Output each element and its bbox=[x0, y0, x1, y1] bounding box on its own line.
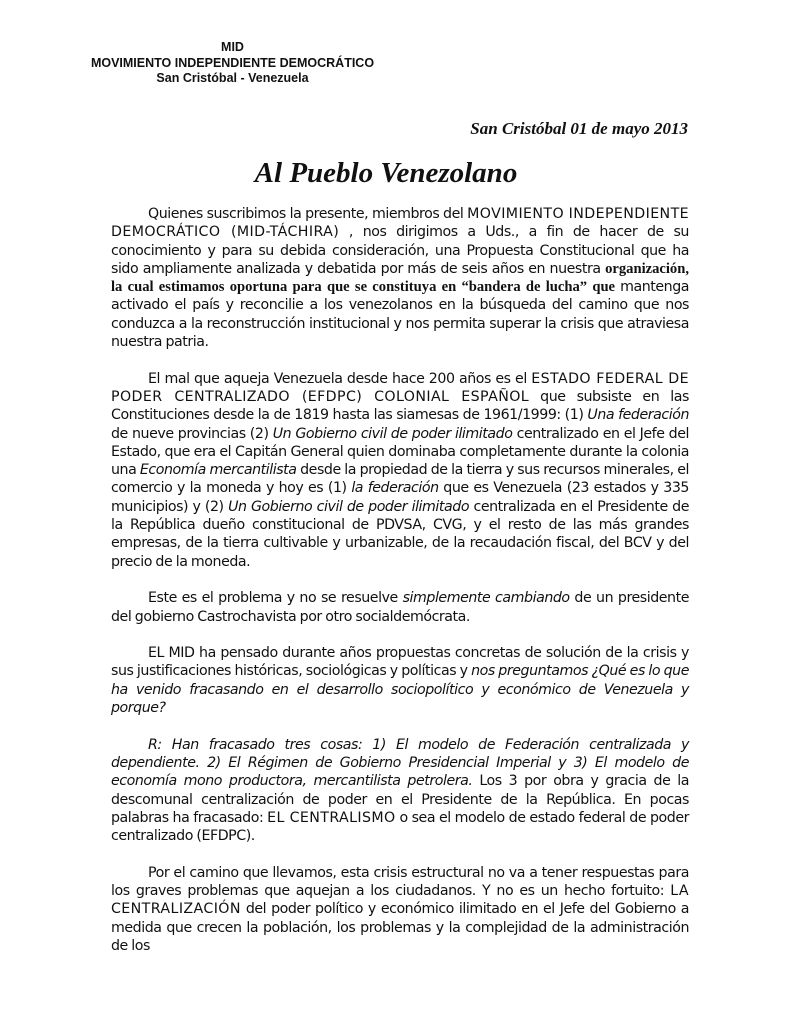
letterhead-organization-name: MOVIMIENTO INDEPENDIENTE DEMOCRÁTICO bbox=[90, 55, 375, 70]
paragraph-2-text: centralizada en el Presidente de la República dueño constitucional de PDVSA, CVG, y el resto de las más grandes empresas, de la tierra cultivable y urbanizable, de la recaudación fiscal, del BCV y del precio de la moneda. bbox=[111, 498, 689, 570]
paragraph-5-answer: R: Han fracasado tres cosas: 1) El modelo de Federación centralizada y dependiente. 2) El Régimen de Gobierno Presidencial Imperial y 3) El modelo de economía mono productora, mercantilista petrolera. bbox=[111, 736, 689, 790]
paragraph-6 bbox=[111, 864, 689, 955]
paragraph-4 bbox=[111, 644, 689, 717]
paragraph-1-emphasis: organización, la cual estimamos oportuna para que se constituya en “bandera de lucha” que bbox=[111, 260, 689, 296]
paragraph-2 bbox=[111, 370, 689, 571]
letterhead bbox=[90, 40, 375, 87]
paragraph-2-text: El mal que aqueja Venezuela desde hace 200 años es el bbox=[148, 370, 532, 387]
paragraph-2-italic: la federación bbox=[351, 480, 439, 497]
paragraph-4-text: EL MID ha pensado durante años propuestas concretas de solución de la crisis y sus justificaciones históricas, sociológicas y políticas y bbox=[111, 645, 689, 680]
paragraph-5-caps: EL CENTRALISMO bbox=[267, 809, 396, 826]
paragraph-3-text: Este es el problema y no se resuelve bbox=[148, 590, 403, 607]
paragraph-2-caps: ESTADO FEDERAL DE PODER CENTRALIZADO (EFDPC) COLONIAL ESPAÑOL bbox=[111, 370, 689, 405]
letter-body bbox=[111, 205, 689, 955]
paragraph-2-text: que subsiste en las Constituciones desde la de 1819 hasta las siamesas de 1961/1999: (1) bbox=[111, 388, 689, 424]
paragraph-2-text: desde la propiedad de la tierra y sus recursos minerales, el comercio y la moneda y hoy es (1) bbox=[111, 462, 689, 497]
paragraph-2-italic: Economía mercantilista bbox=[139, 462, 297, 479]
paragraph-3 bbox=[111, 589, 689, 626]
paragraph-2-italic: Un Gobierno civil de poder ilimitado bbox=[228, 498, 470, 515]
paragraph-3-text: de un presidente del gobierno Castrochavista por otro socialdemócrata. bbox=[111, 590, 689, 625]
paragraph-2-italic: Una federación bbox=[587, 407, 689, 424]
paragraph-6-caps: LA CENTRALIZACIÓN bbox=[111, 882, 689, 918]
paragraph-2-text: de nueve provincias (2) bbox=[111, 425, 273, 442]
paragraph-1-organization: MOVIMIENTO INDEPENDIENTE DEMOCRÁTICO (MID-TÁCHIRA) bbox=[111, 206, 689, 241]
paragraph-1 bbox=[111, 205, 689, 351]
document-title: Al Pueblo Venezolano bbox=[254, 157, 518, 189]
paragraph-2-text: centralizado en el Jefe del Estado, que era el Capitán General quien dominaba completamente durante la colonia una bbox=[111, 425, 689, 479]
paragraph-5-text: o sea el modelo de estado federal de poder centralizado (EFDPC). bbox=[111, 809, 689, 845]
paragraph-6-text: del poder político y económico ilimitado en el Jefe del Gobierno a medida que crecen la población, los problemas y la complejidad de la administración de los bbox=[111, 901, 689, 954]
paragraph-1-text: mantenga activado el país y reconcilie a los venezolanos en la búsqueda del camino que nos conduzca a la reconstrucción institucional y nos permita superar la crisis que atraviesa nuestra patria. bbox=[111, 279, 689, 351]
paragraph-1-text: Quienes suscribimos la presente, miembros del bbox=[148, 206, 468, 222]
letterhead-location: San Cristóbal - Venezuela bbox=[156, 71, 309, 85]
paragraph-5 bbox=[111, 736, 689, 846]
paragraph-6-text: Por el camino que llevamos, esta crisis estructural no va a tener respuestas para los graves problemas que aquejan a los ciudadanos. Y no es un hecho fortuito: bbox=[111, 864, 689, 899]
date-line: San Cristóbal 01 de mayo 2013 bbox=[470, 119, 688, 138]
letterhead-acronym: MID bbox=[221, 40, 244, 54]
paragraph-2-italic: Un Gobierno civil de poder ilimitado bbox=[272, 425, 513, 442]
paragraph-4-question: nos preguntamos ¿Qué es lo que ha venido fracasando en el desarrollo sociopolítico y económico de Venezuela y porque? bbox=[111, 663, 689, 717]
paragraph-1-text: , nos dirigimos a Uds., a fin de hacer de su conocimiento y para su debida consideración, una Propuesta Constitucional que ha sido ampliamente analizada y debatida por más de seis años en nuestra bbox=[111, 224, 689, 277]
paragraph-3-italic: simplemente cambiando bbox=[402, 590, 570, 607]
paragraph-2-text: que es Venezuela (23 estados y 335 municipios) y (2) bbox=[111, 480, 689, 515]
paragraph-5-text: Los 3 por obra y gracia de la descomunal centralización de poder en el Presidente de la República. En pocas palabras ha fracasado: bbox=[111, 773, 690, 826]
